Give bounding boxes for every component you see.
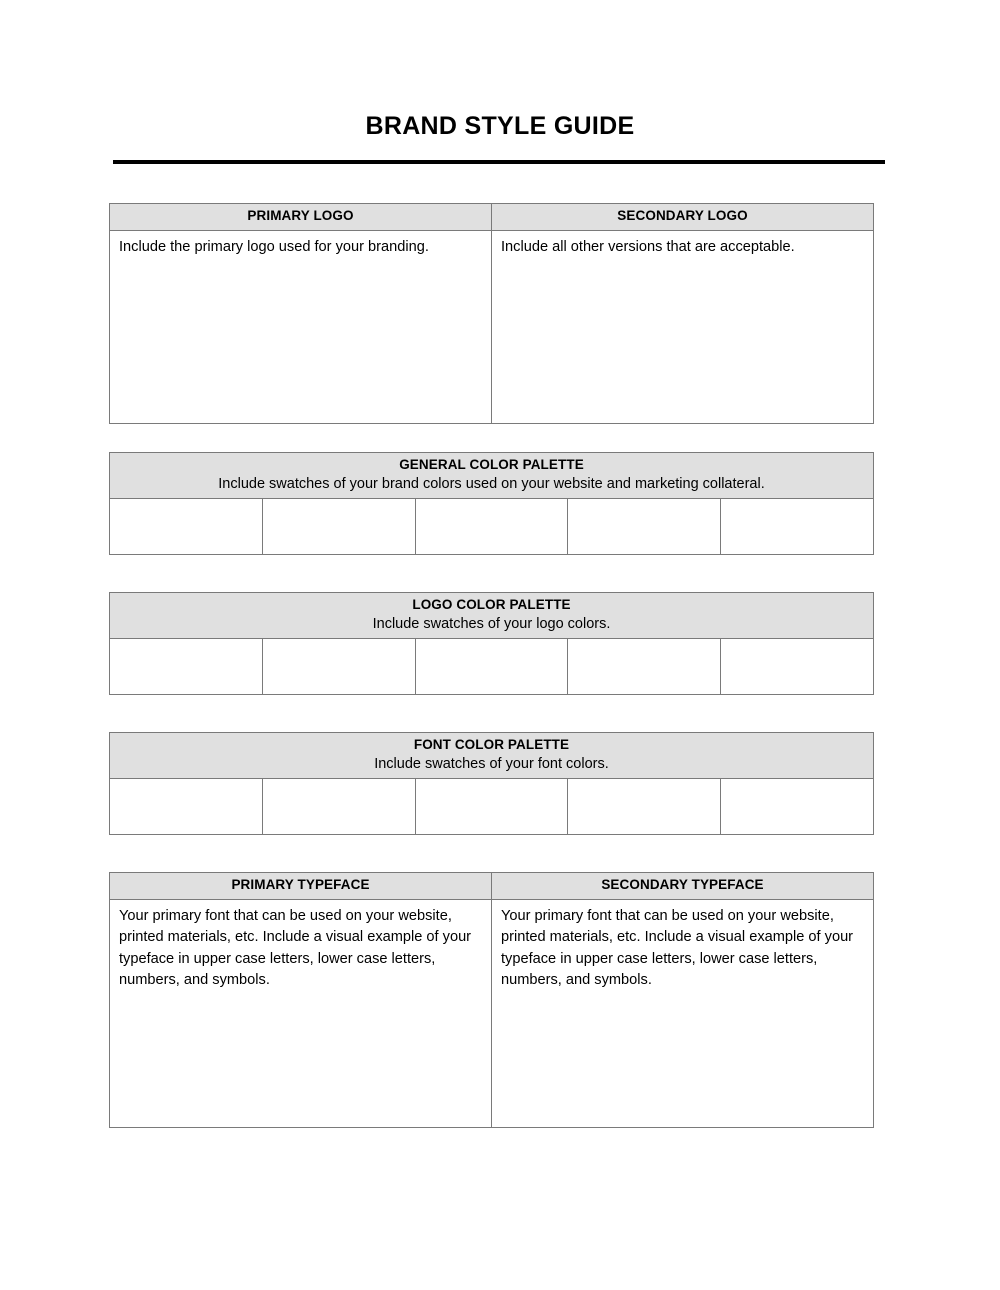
general-swatch-3[interactable] <box>415 499 568 555</box>
general-swatch-2[interactable] <box>262 499 415 555</box>
secondary-logo-header: SECONDARY LOGO <box>492 204 874 231</box>
general-swatch-1[interactable] <box>110 499 263 555</box>
font-swatch-5[interactable] <box>721 779 874 835</box>
logo-swatch-2[interactable] <box>262 639 415 695</box>
font-swatch-2[interactable] <box>262 779 415 835</box>
title-divider-rule <box>113 160 885 164</box>
general-swatch-5[interactable] <box>721 499 874 555</box>
logo-section-table <box>109 203 874 424</box>
table-row-font-palette-swatches <box>110 779 874 835</box>
logo-swatch-5[interactable] <box>721 639 874 695</box>
secondary-logo-body[interactable]: Include all other versions that are acceptable. <box>492 230 874 423</box>
table-row-logo-bodies <box>110 230 874 423</box>
table-row-typeface-bodies <box>110 899 874 1127</box>
page-title: BRAND STYLE GUIDE <box>365 112 635 140</box>
logo-color-palette-table <box>109 592 874 695</box>
font-swatch-1[interactable] <box>110 779 263 835</box>
general-palette-title: GENERAL COLOR PALETTE <box>399 457 584 472</box>
font-swatch-3[interactable] <box>415 779 568 835</box>
table-row-font-palette-header <box>110 733 874 779</box>
primary-logo-header: PRIMARY LOGO <box>110 204 492 231</box>
primary-typeface-header: PRIMARY TYPEFACE <box>110 873 492 900</box>
table-row-logo-headers <box>110 204 874 231</box>
font-palette-header <box>110 733 874 779</box>
font-color-palette-table <box>109 732 874 835</box>
primary-typeface-body[interactable]: Your primary font that can be used on your website, printed materials, etc. Include a visual example of your typeface in upper case letters, lower case letters, numbers, and symbols. <box>110 899 492 1127</box>
primary-logo-body[interactable]: Include the primary logo used for your branding. <box>110 230 492 423</box>
logo-palette-description: Include swatches of your logo colors. <box>372 615 611 632</box>
table-row-logo-palette-swatches <box>110 639 874 695</box>
general-palette-description: Include swatches of your brand colors used on your website and marketing collateral. <box>218 475 765 492</box>
general-color-palette-table <box>109 452 874 555</box>
font-palette-title: FONT COLOR PALETTE <box>413 737 570 752</box>
secondary-typeface-header: SECONDARY TYPEFACE <box>492 873 874 900</box>
logo-swatch-4[interactable] <box>568 639 721 695</box>
table-row-general-palette-header <box>110 453 874 499</box>
logo-swatch-3[interactable] <box>415 639 568 695</box>
font-palette-description: Include swatches of your font colors. <box>374 755 609 772</box>
general-swatch-4[interactable] <box>568 499 721 555</box>
table-row-typeface-headers <box>110 873 874 900</box>
secondary-typeface-body[interactable]: Your primary font that can be used on your website, printed materials, etc. Include a visual example of your typeface in upper case letters, lower case letters, numbers, and symbols. <box>492 899 874 1127</box>
general-palette-header <box>110 453 874 499</box>
table-row-logo-palette-header <box>110 593 874 639</box>
logo-swatch-1[interactable] <box>110 639 263 695</box>
logo-palette-title: LOGO COLOR PALETTE <box>412 597 571 612</box>
font-swatch-4[interactable] <box>568 779 721 835</box>
table-row-general-palette-swatches <box>110 499 874 555</box>
typeface-section-table <box>109 872 874 1128</box>
logo-palette-header <box>110 593 874 639</box>
